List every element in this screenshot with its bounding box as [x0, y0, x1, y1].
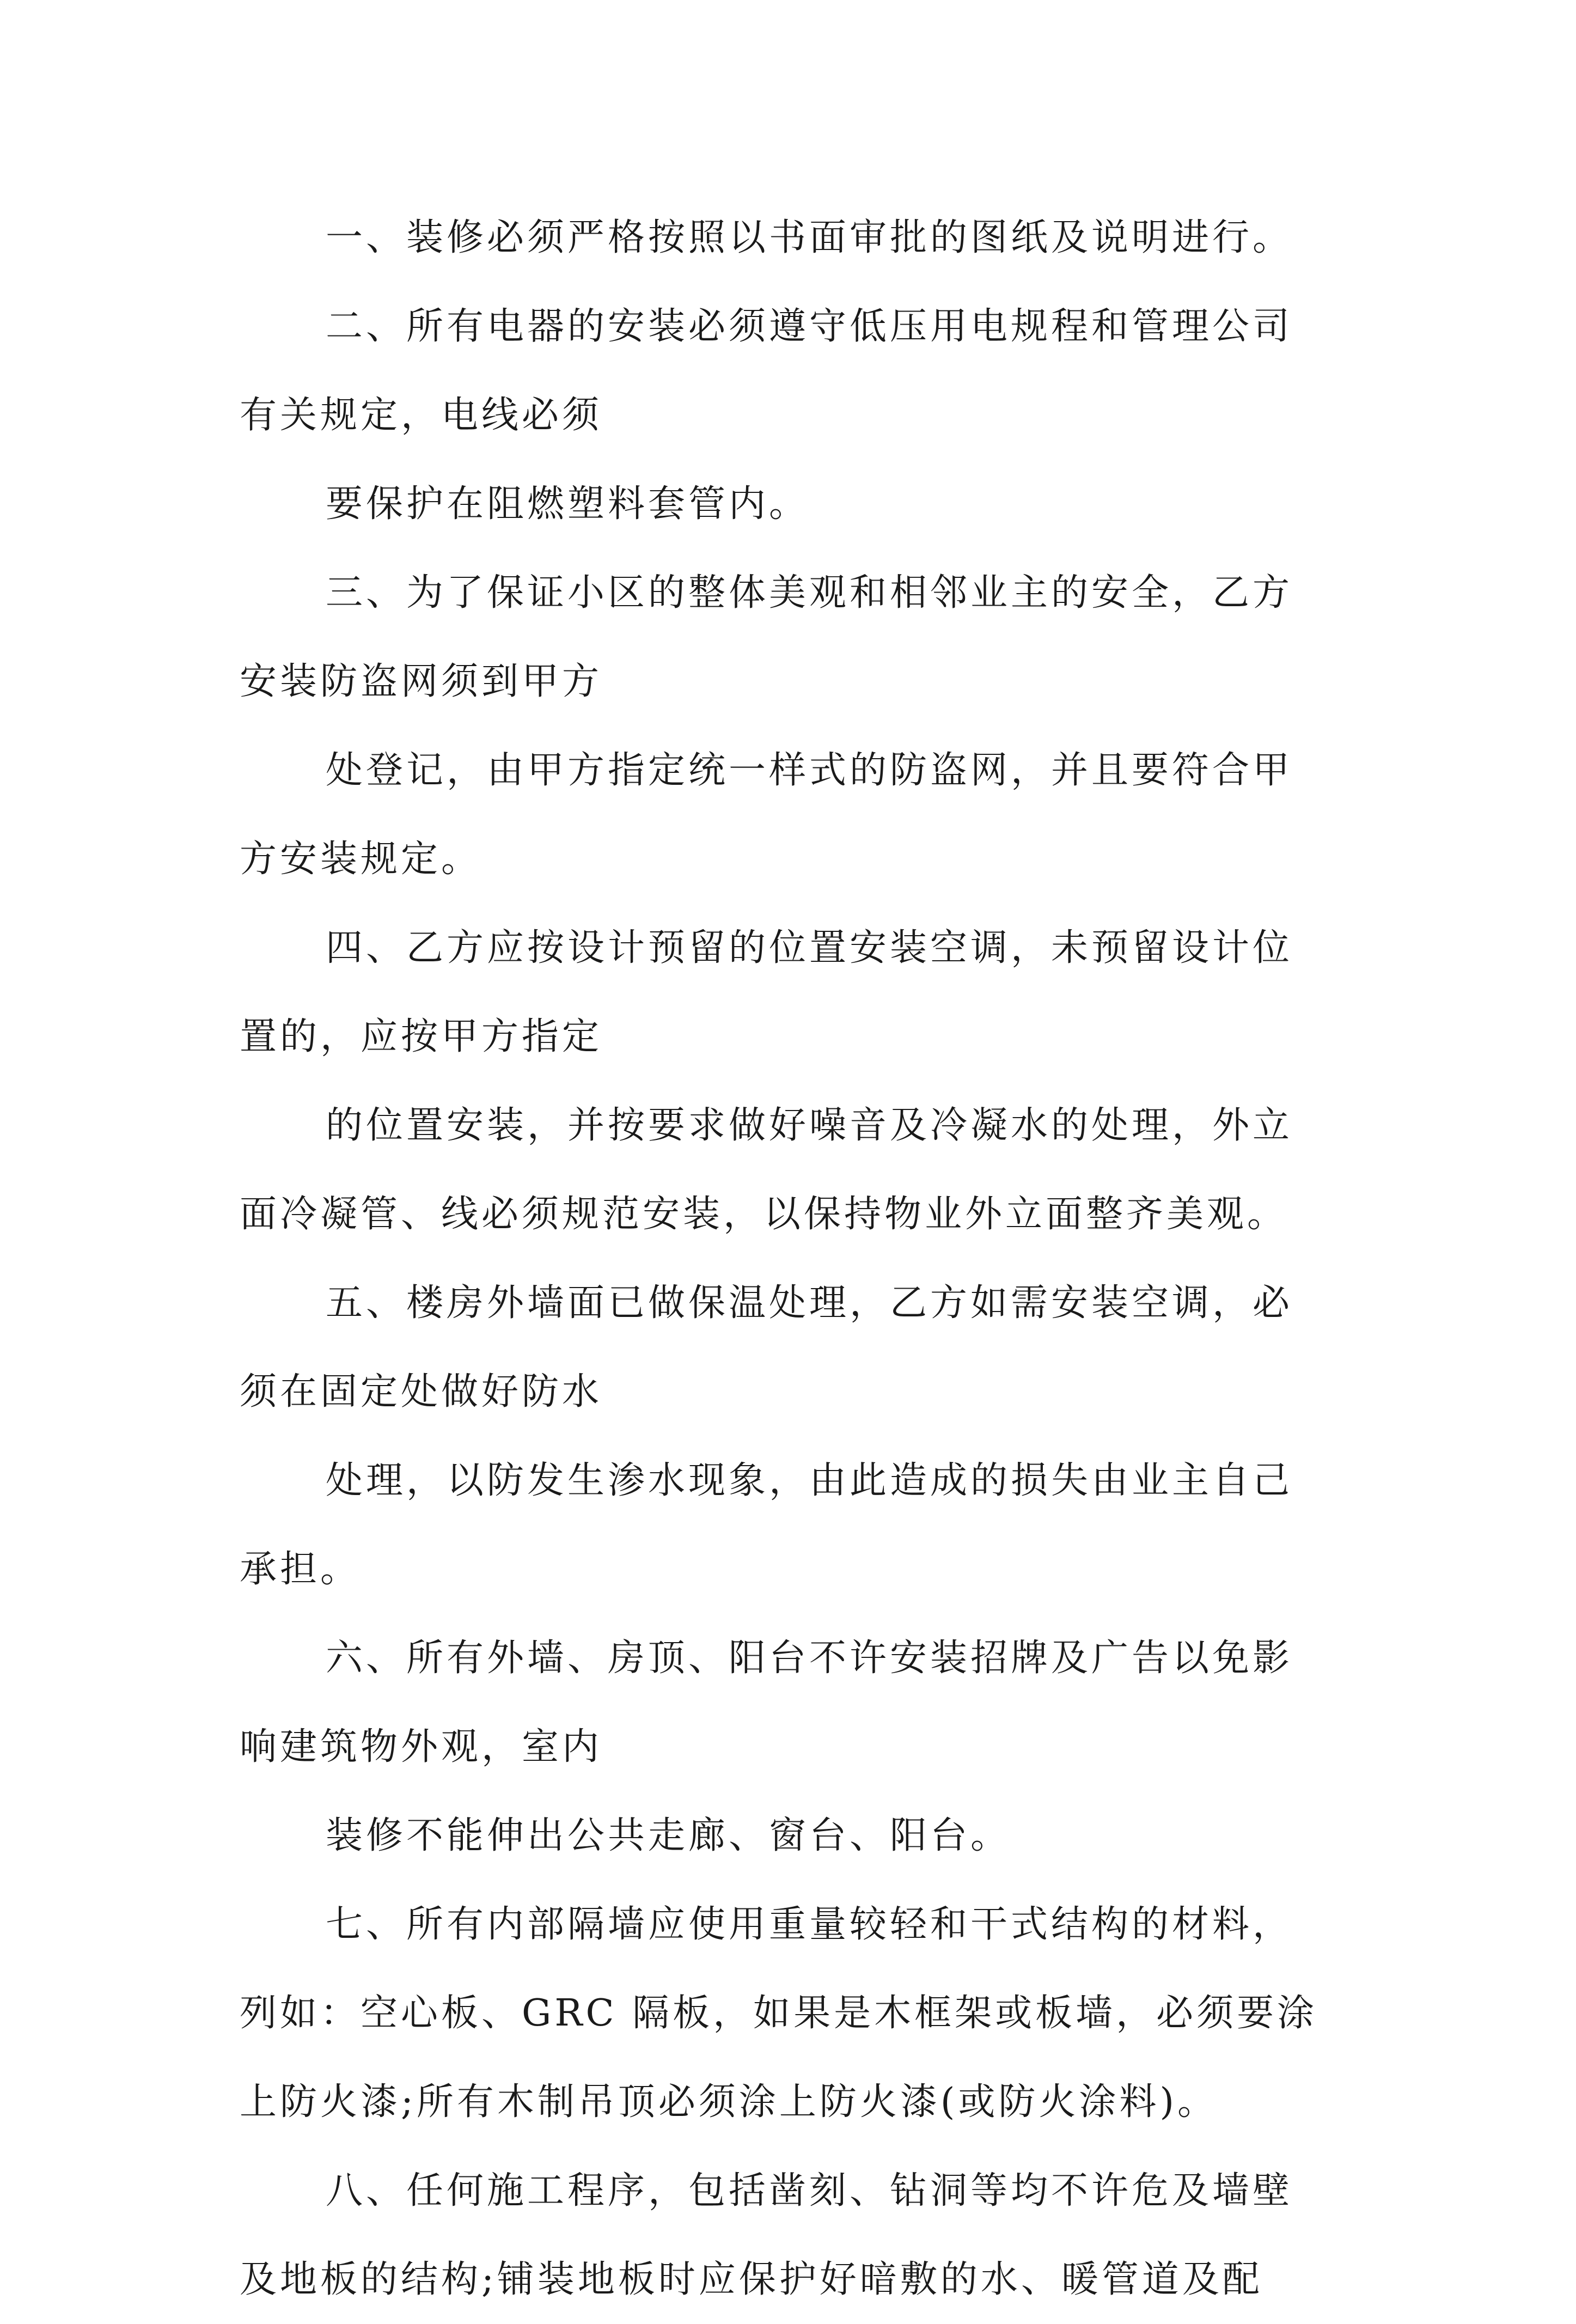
text-line: 装修不能伸出公共走廊、窗台、阳台。 — [326, 1814, 1011, 1857]
text-line: 须在固定处做好防水 — [240, 1370, 603, 1413]
text-line: 处登记，由甲方指定统一样式的防盗网，并且要符合甲 — [326, 749, 1293, 792]
text-line: 四、乙方应按设计预留的位置安装空调，未预留设计位 — [326, 926, 1293, 969]
text-line: 有关规定，电线必须 — [240, 394, 603, 437]
text-line: 列如：空心板、GRC 隔板，如果是木框架或板墙，必须要涂 — [240, 1992, 1318, 2035]
text-line: 一、装修必须严格按照以书面审批的图纸及说明进行。 — [326, 216, 1293, 259]
document-body — [240, 193, 1345, 2324]
text-line: 七、所有内部隔墙应使用重量较轻和干式结构的材料， — [326, 1903, 1293, 1946]
text-line: 响建筑物外观，室内 — [240, 1725, 603, 1768]
text-line: 八、任何施工程序，包括凿刻、钻洞等均不许危及墙壁 — [326, 2169, 1293, 2212]
text-line: 及地板的结构;铺装地板时应保护好暗敷的水、暖管道及配 — [240, 2258, 1263, 2301]
text-line: 安装防盗网须到甲方 — [240, 660, 603, 703]
text-line: 承担。 — [240, 1548, 361, 1591]
text-line: 要保护在阻燃塑料套管内。 — [326, 483, 810, 526]
text-line: 五、楼房外墙面已做保温处理，乙方如需安装空调，必 — [326, 1282, 1293, 1325]
text-line: 处理，以防发生渗水现象，由此造成的损失由业主自己 — [326, 1459, 1293, 1502]
text-line: 面冷凝管、线必须规范安装，以保持物业外立面整齐美观。 — [240, 1193, 1288, 1236]
text-line: 方安装规定。 — [240, 838, 482, 881]
text-line: 三、为了保证小区的整体美观和相邻业主的安全，乙方 — [326, 571, 1293, 614]
text-line: 六、所有外墙、房顶、阳台不许安装招牌及广告以免影 — [326, 1637, 1293, 1680]
text-line: 置的，应按甲方指定 — [240, 1015, 603, 1058]
text-line: 的位置安装，并按要求做好噪音及冷凝水的处理，外立 — [326, 1104, 1293, 1147]
text-line: 二、所有电器的安装必须遵守低压用电规程和管理公司 — [326, 305, 1293, 348]
text-line: 上防火漆;所有木制吊顶必须涂上防火漆(或防火涂料)。 — [240, 2081, 1218, 2124]
